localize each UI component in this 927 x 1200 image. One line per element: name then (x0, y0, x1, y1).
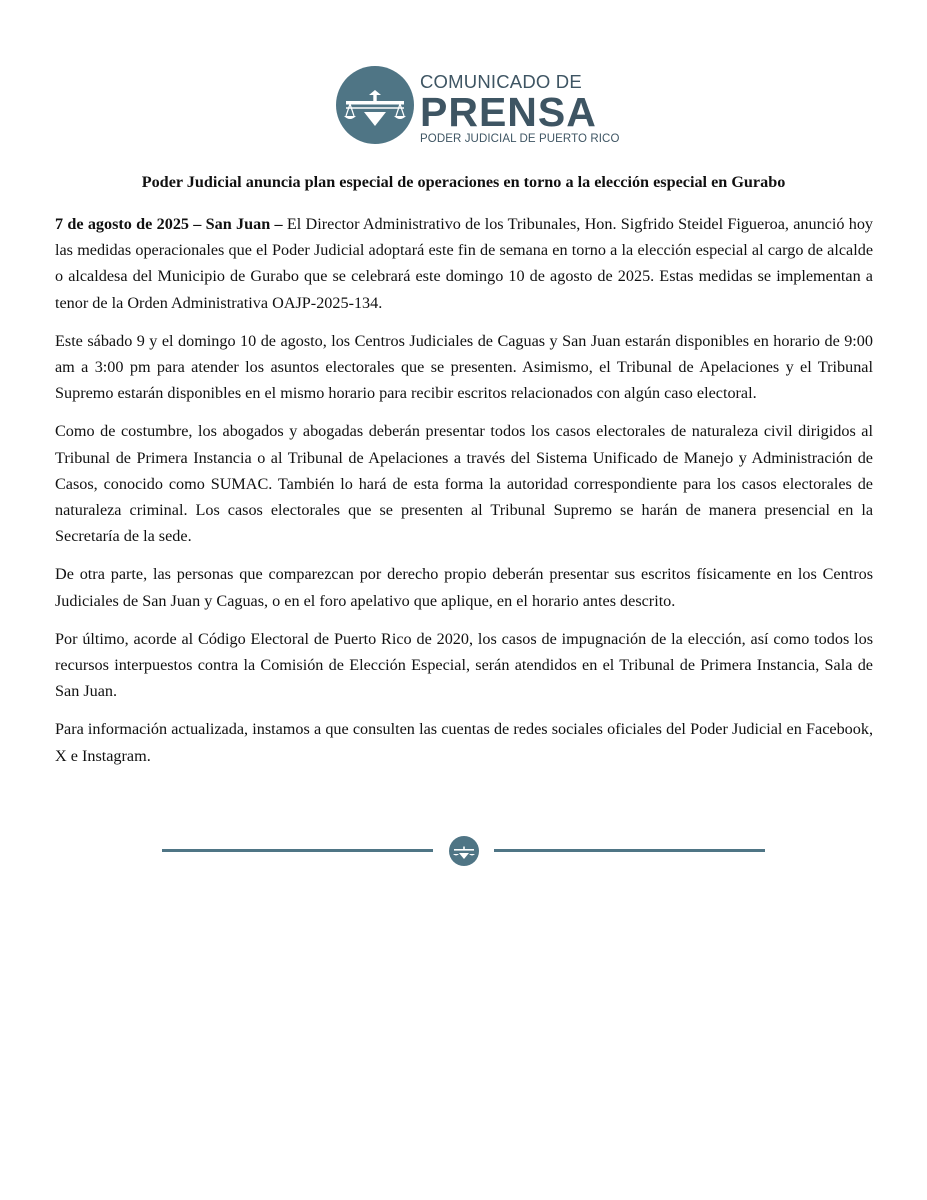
paragraph-1 (55, 211, 873, 316)
paragraph-5: Por último, acorde al Código Electoral de Puerto Rico de 2020, los casos de impugnación de la elección, así como todos los recursos interpuestos contra la Comisión de Elección Especial, serán atendidos en el Tribunal de Primera Instancia, Sala de San Juan. (55, 629, 873, 701)
paragraph-1-text: El Director Administrativo de los Tribunales, Hon. Sigfrido Steidel Figueroa, anunció hoy las medidas operacionales que el Poder Judicial adoptará este fin de semana en torno a la elección especial al cargo de alcalde o alcaldesa del Municipio de Gurabo que se celebrará este domingo 10 de agosto de 2025. Estas medidas se implementan a tenor de la Orden Administrativa OAJP-2025-134. (55, 215, 874, 312)
brand-line-prensa: PRENSA (420, 89, 597, 135)
page-title: Poder Judicial anuncia plan especial de operaciones en torno a la elección especial en Gurabo (141, 173, 786, 191)
brand-wordmark (420, 66, 630, 146)
brand-line-comunicado: COMUNICADO DE (420, 71, 582, 92)
paragraph-3: Como de costumbre, los abogados y abogadas deberán presentar todos los casos electorales de naturaleza civil dirigidos al Tribunal de Primera Instancia o al Tribunal de Apelaciones a través del Sistema Unificado de Manejo y Administración de Casos, conocido como SUMAC. También lo hará de esta forma la autoridad correspondiente para los casos electorales de naturaleza criminal. Los casos electorales que se presenten al Tribunal Supremo se harán de manera presencial en la Secretaría de la sede. (55, 422, 873, 546)
footer-divider-right (494, 849, 765, 852)
paragraph-6: Para información actualizada, instamos a que consulten las cuentas de redes sociales oficiales del Poder Judicial en Facebook, X e Instagram. (55, 720, 873, 765)
paragraph-4: De otra parte, las personas que comparezcan por derecho propio deberán presentar sus escritos físicamente en los Centros Judiciales de San Juan y Caguas, o en el foro apelativo que aplique, en el horario antes descrito. (55, 565, 873, 610)
dateline: 7 de agosto de 2025 – San Juan – (55, 215, 283, 233)
press-release-body (55, 211, 873, 781)
footer-scales-icon (449, 836, 479, 866)
paragraph-2: Este sábado 9 y el domingo 10 de agosto, los Centros Judiciales de Caguas y San Juan estarán disponibles en horario de 9:00 am a 3:00 pm para atender los asuntos electorales que se presenten. Asimismo, el Tribunal de Apelaciones y el Tribunal Supremo estarán disponibles en el mismo horario para recibir escritos relacionados con algún caso electoral. (55, 331, 873, 403)
press-release-header (336, 66, 626, 148)
scales-of-justice-icon (336, 66, 414, 144)
footer-divider-left (162, 849, 433, 852)
brand-line-poder-judicial: PODER JUDICIAL DE PUERTO RICO (420, 133, 620, 145)
